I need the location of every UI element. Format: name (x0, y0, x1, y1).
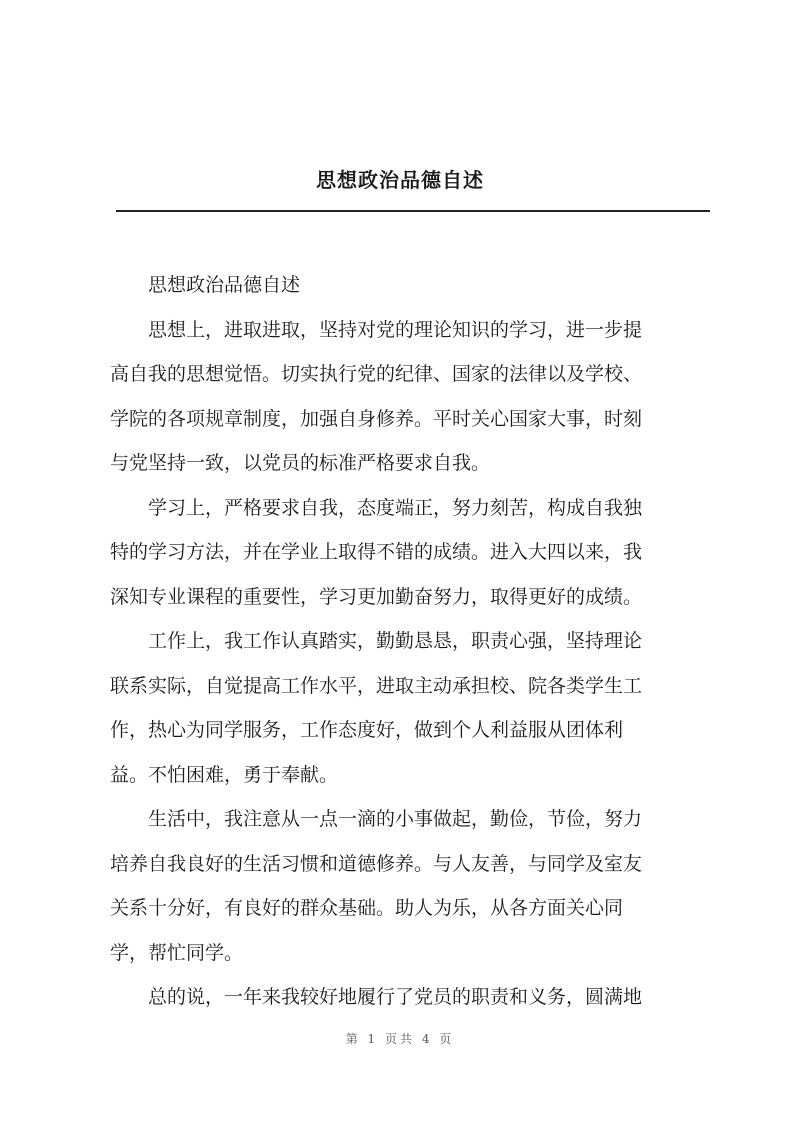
body-line: 思想政治品德自述 (148, 274, 301, 296)
body-line: 思想上，进取进取，坚持对党的理论知识的学习，进一步提 (148, 319, 643, 341)
page-number-footer: 第 1 页共 4 页 (345, 1032, 455, 1046)
body-line: 深知专业课程的重要性，学习更加勤奋努力，取得更好的成绩。 (110, 586, 643, 608)
body-line: 高自我的思想觉悟。切实执行党的纪律、国家的法律以及学校、 (110, 363, 643, 385)
body-line: 学，帮忙同学。 (110, 942, 244, 964)
body-line: 总的说，一年来我较好地履行了党员的职责和义务，圆满地 (148, 986, 643, 1008)
body-line: 培养自我良好的生活习惯和道德修养。与人友善，与同学及室友 (110, 853, 643, 875)
body-line: 特的学习方法，并在学业上取得不错的成绩。进入大四以来，我 (110, 541, 643, 563)
body-line: 学习上，严格要求自我，态度端正，努力刻苦，构成自我独 (148, 497, 643, 519)
title-underline (116, 210, 710, 212)
body-line: 与党坚持一致，以党员的标准严格要求自我。 (110, 452, 491, 474)
body-line: 工作上，我工作认真踏实，勤勤恳恳，职责心强，坚持理论 (148, 630, 643, 652)
body-line: 关系十分好，有良好的群众基础。助人为乐，从各方面关心同 (110, 897, 624, 919)
body-line: 作，热心为同学服务，工作态度好，做到个人利益服从团体利 (110, 719, 624, 741)
body-line: 学院的各项规章制度，加强自身修养。平时关心国家大事，时刻 (110, 408, 643, 430)
document-title: 思想政治品德自述 (316, 168, 484, 192)
body-line: 联系实际，自觉提高工作水平，进取主动承担校、院各类学生工 (110, 675, 643, 697)
body-line: 益。不怕困难，勇于奉献。 (110, 764, 339, 786)
body-line: 生活中，我注意从一点一滴的小事做起，勤俭，节俭，努力 (148, 808, 643, 830)
